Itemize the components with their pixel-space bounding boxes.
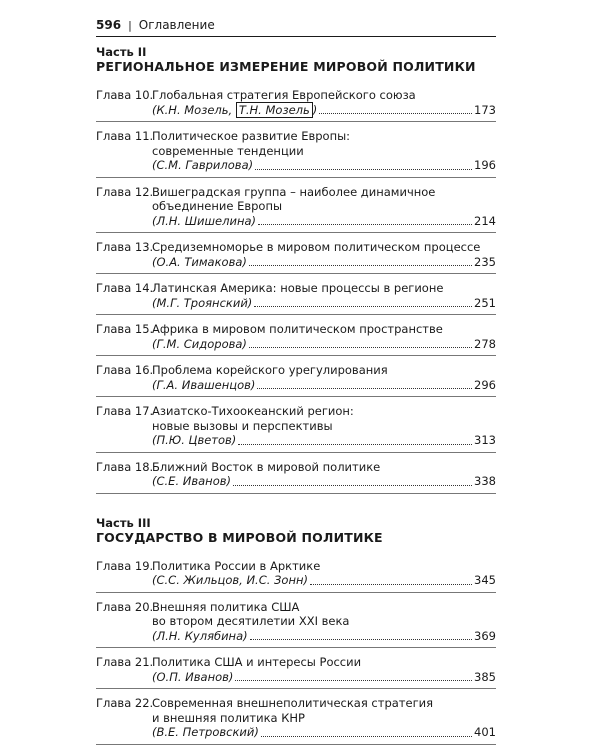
toc-entry-chapter-14[interactable] [96, 274, 496, 315]
part-3 [96, 516, 496, 745]
chapter-page-number: 313 [474, 433, 496, 447]
chapter-label: Глава 10. [96, 88, 154, 102]
running-header [96, 18, 496, 37]
chapter-authors: (О.А. Тимакова) [152, 254, 247, 269]
chapter-title-line: и внешняя политика КНР [152, 710, 305, 725]
chapter-label: Глава 16. [96, 363, 154, 377]
boxed-author: Т.Н. Мозель [236, 102, 313, 118]
chapter-title-line: Глобальная стратегия Европейского союза [152, 88, 416, 102]
chapter-title-line: Латинская Америка: новые процессы в регионе [152, 281, 444, 295]
chapter-page-number: 401 [474, 725, 496, 739]
chapter-label: Глава 17. [96, 404, 154, 418]
dot-leader [233, 485, 472, 486]
chapter-label: Глава 18. [96, 459, 154, 474]
chapter-title-line: современные тенденции [152, 143, 304, 158]
part-title: РЕГИОНАЛЬНОЕ ИЗМЕРЕНИЕ МИРОВОЙ ПОЛИТИКИ [96, 59, 476, 74]
chapter-label: Глава 13. [96, 240, 154, 254]
chapter-page-number: 235 [474, 254, 496, 269]
toc-entry-chapter-15[interactable] [96, 315, 496, 356]
chapter-title-line: Азиатско-Тихоокеанский регион: [152, 404, 354, 418]
chapter-title-line: Политическое развитие Европы: [152, 129, 351, 143]
chapter-title-line: Средиземноморье в мировом политическом процессе [152, 240, 481, 254]
chapter-page-number: 251 [474, 295, 496, 310]
chapter-label: Глава 11. [96, 129, 154, 143]
chapter-title-line: Политика России в Арктике [152, 558, 321, 573]
chapter-label: Глава 21. [96, 655, 154, 669]
chapter-label: Глава 19. [96, 558, 154, 573]
toc-entry-chapter-16[interactable] [96, 356, 496, 397]
chapter-authors: (Л.Н. Шишелина) [152, 213, 256, 228]
chapter-page-number: 385 [474, 669, 496, 684]
part-2 [96, 45, 496, 494]
toc-entry-chapter-18[interactable] [96, 453, 496, 494]
chapter-authors: (Г.А. Ивашенцов) [152, 377, 256, 392]
chapter-title-line: Африка в мировом политическом пространстве [152, 322, 443, 336]
chapter-page-number: 338 [474, 474, 496, 488]
chapter-authors: (Г.М. Сидорова) [152, 336, 247, 351]
dot-leader [235, 680, 472, 681]
chapter-title-line: Ближний Восток в мировой политике [152, 459, 381, 474]
toc-entry-chapter-10[interactable] [96, 81, 496, 122]
part-label: Часть II [96, 45, 147, 59]
dot-leader [238, 444, 472, 445]
chapter-title-line: Проблема корейского урегулирования [152, 363, 388, 377]
chapter-label: Глава 22. [96, 696, 154, 710]
chapter-authors: (С.С. Жильцов, И.С. Зонн) [152, 573, 308, 587]
header-title: Оглавление [138, 18, 215, 32]
chapter-authors: (С.Е. Иванов) [152, 474, 231, 488]
toc-entry-chapter-19[interactable] [96, 552, 496, 593]
chapter-label: Глава 20. [96, 599, 154, 614]
chapter-page-number: 296 [474, 377, 496, 392]
chapter-title-line: Политика США и интересы России [152, 655, 362, 669]
dot-leader [249, 265, 472, 266]
toc-entry-chapter-21[interactable] [96, 648, 496, 689]
dot-leader [255, 169, 472, 170]
dot-leader [319, 113, 472, 114]
chapter-page-number: 278 [474, 336, 496, 351]
toc-entry-chapter-20[interactable] [96, 593, 496, 649]
chapter-title-line: во втором десятилетии XXI века [152, 614, 350, 628]
toc-entry-chapter-17[interactable] [96, 397, 496, 453]
dot-leader [258, 224, 472, 225]
chapter-authors: (П.Ю. Цветов) [152, 433, 237, 447]
toc-page [96, 18, 496, 745]
toc-entry-chapter-12[interactable] [96, 178, 496, 234]
dot-leader [250, 639, 472, 640]
chapter-authors: (М.Г. Троянский) [152, 295, 253, 310]
page-number: 596 [96, 18, 122, 32]
chapter-page-number: 214 [474, 213, 496, 228]
chapter-page-number: 345 [474, 573, 496, 587]
chapter-label: Глава 12. [96, 184, 154, 199]
dot-leader [257, 388, 472, 389]
toc-entry-chapter-11[interactable] [96, 122, 496, 178]
dot-leader [261, 736, 472, 737]
chapter-authors: (Л.Н. Кулябина) [152, 628, 248, 643]
chapter-page-number: 196 [474, 158, 496, 172]
chapter-title-line: Современная внешнеполитическая стратегия [152, 696, 434, 710]
chapter-authors: (О.П. Иванов) [152, 669, 234, 684]
part-title: ГОСУДАРСТВО В МИРОВОЙ ПОЛИТИКЕ [96, 529, 383, 545]
header-separator: | [128, 18, 132, 32]
toc-entry-chapter-22[interactable] [96, 689, 496, 745]
dot-leader [249, 347, 472, 348]
chapter-title-line: Внешняя политика США [152, 599, 300, 614]
dot-leader [310, 584, 472, 585]
chapter-label: Глава 15. [96, 322, 154, 336]
chapter-title-line: новые вызовы и перспективы [152, 418, 333, 433]
dot-leader [254, 306, 472, 307]
chapter-label: Глава 14. [96, 281, 154, 295]
toc-entry-chapter-13[interactable] [96, 233, 496, 274]
chapter-authors: (К.Н. Мозель, Т.Н. Мозель ) [152, 102, 318, 117]
part-label: Часть III [96, 515, 151, 530]
chapter-title-line: Вишеградская группа – наиболее динамичное [152, 184, 436, 199]
chapter-authors: (В.Е. Петровский) [152, 725, 259, 739]
chapter-title-line: объединение Европы [152, 199, 283, 213]
chapter-page-number: 173 [474, 102, 496, 117]
chapter-page-number: 369 [474, 628, 496, 643]
chapter-authors: (С.М. Гаврилова) [152, 158, 254, 172]
